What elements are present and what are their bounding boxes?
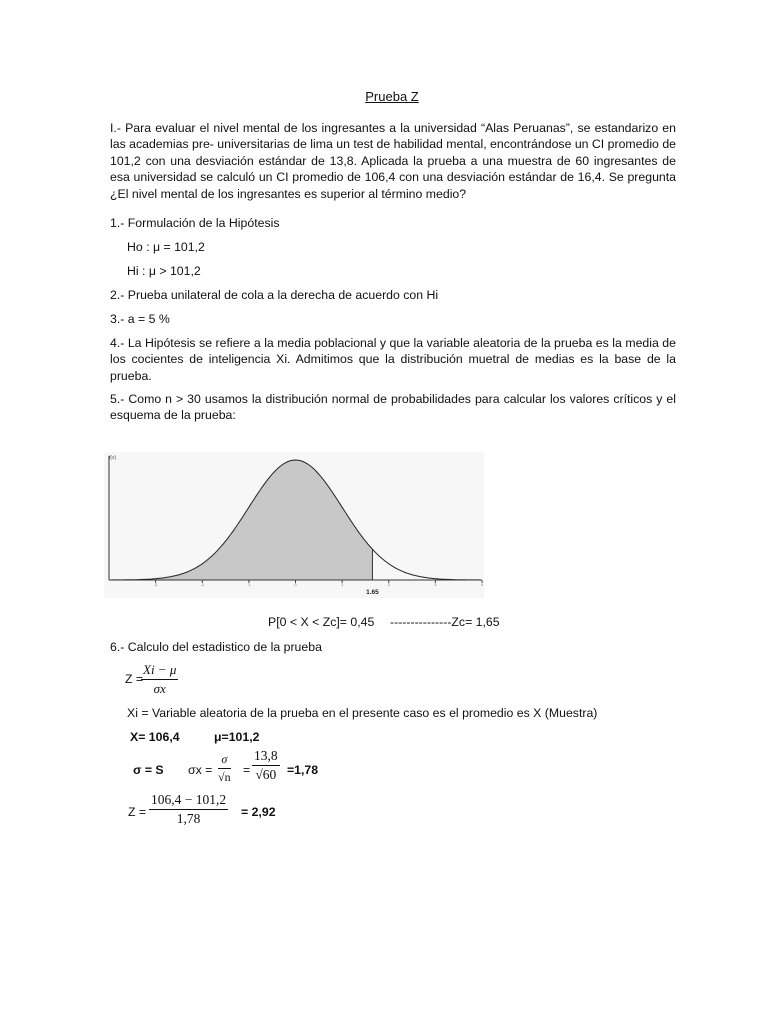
- x-tick-label: 3: [434, 583, 437, 587]
- y-axis-label: f(x): [109, 455, 117, 461]
- z-value-result: = 2,92: [241, 805, 276, 819]
- z-value-denominator: 1,78: [176, 811, 201, 826]
- equals-sign: =: [243, 763, 251, 777]
- x-tick-label: 2: [387, 583, 390, 587]
- x-tick-label: 0: [294, 583, 297, 587]
- step6-heading: 6.- Calculo del estadistico de la prueba: [110, 640, 322, 654]
- z-value-fraction: [149, 792, 228, 827]
- z-formula-numerator: Xi − μ: [141, 662, 178, 680]
- z-formula-lhs: Z =: [125, 672, 144, 686]
- normal-distribution-chart: [104, 452, 484, 598]
- probability-statement: P[0 < X < Zc]= 0,45: [268, 615, 375, 629]
- z-formula-denominator: σx: [153, 681, 166, 696]
- standard-error-symbolic-fraction: [218, 752, 231, 785]
- population-mean-value: μ=101,2: [214, 730, 260, 744]
- step2-text: 2.- Prueba unilateral de cola a la derecha de acuerdo con Hi: [110, 288, 439, 302]
- critical-value-label: 1.65: [366, 589, 379, 596]
- z-value-lhs: Z =: [128, 805, 147, 819]
- standard-error-numeric-numerator: 13,8: [252, 748, 280, 766]
- x-tick-label: -2: [200, 583, 204, 587]
- step4-text: 4.- La Hipótesis se refiere a la media poblacional y que la variable aleatoria de la prueba es la media de los cocientes de inteligencia Xi. Admitimos que la distribución muetral de medias es la base de la prueba.: [110, 336, 676, 383]
- x-tick-label: 4: [481, 583, 483, 587]
- standard-error-numeric-fraction: [252, 748, 280, 783]
- step3-text: 3.- a = 5 %: [110, 312, 170, 326]
- step1-heading: 1.- Formulación de la Hipótesis: [110, 216, 280, 230]
- z-formula-fraction: [141, 662, 178, 697]
- standard-error-result: =1,78: [287, 763, 319, 777]
- step5-text: 5.- Como n > 30 usamos la distribución normal de probabilidades para calcular los valores críticos y el esquema de la prueba:: [110, 392, 676, 423]
- x-tick-label: -1: [247, 583, 251, 587]
- x-tick-label: -3: [154, 583, 158, 587]
- sample-mean-value: X= 106,4: [130, 730, 180, 744]
- null-hypothesis: Ho : μ = 101,2: [127, 240, 205, 254]
- critical-z-value: ---------------Zc= 1,65: [390, 615, 500, 629]
- standard-error-numerator: σ: [218, 752, 231, 769]
- standard-error-denominator: √n: [218, 770, 231, 784]
- page-title: Prueba Z: [365, 89, 419, 104]
- xi-definition: Xi = Variable aleatoria de la prueba en el presente caso es el promedio es X (Muestra): [127, 706, 598, 720]
- standard-error-numeric-denominator: √60: [255, 767, 277, 782]
- problem-statement: I.- Para evaluar el nivel mental de los ingresantes a la universidad “Alas Peruanas”, se estandarizo en las academias pre- universitarias de lima un test de habilidad mental, encontrándose un CI promedio de 101,2 con una desviación estándar de 13,8. Aplicada la prueba a una muestra de 60 ingresantes de esa universidad se calculó un CI promedio de 106,4 con una desviación estándar de 16,4. Se pregunta ¿El nivel mental de los ingresantes es superior al término medio?: [110, 121, 676, 201]
- sigma-equals-s: σ = S: [133, 763, 164, 777]
- alt-hypothesis: Hi : μ > 101,2: [127, 264, 201, 278]
- z-value-numerator: 106,4 − 101,2: [149, 792, 228, 810]
- standard-error-lhs: σx =: [188, 763, 213, 777]
- x-tick-label: 1: [341, 583, 344, 587]
